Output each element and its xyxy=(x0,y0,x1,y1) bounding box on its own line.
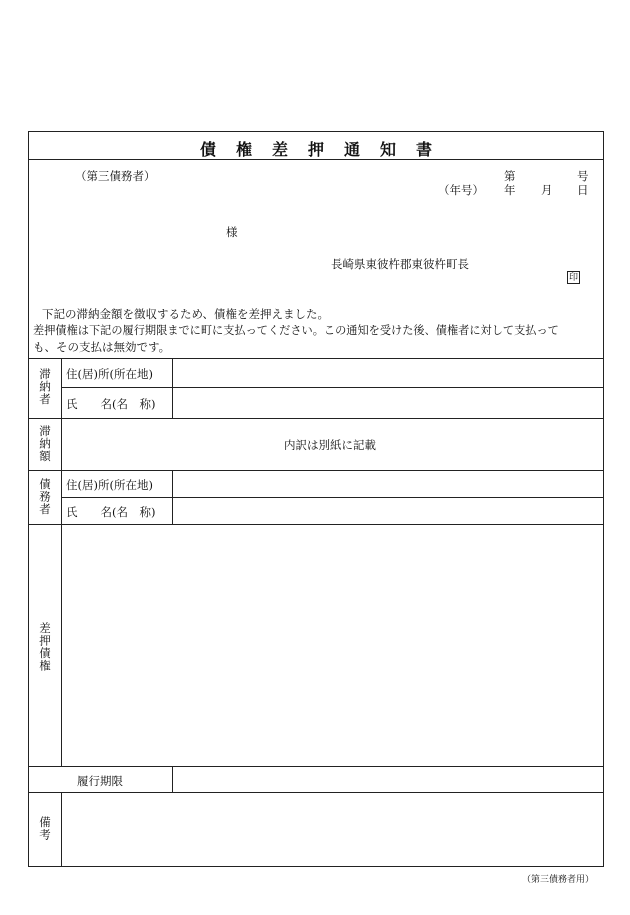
delinquent-subcolumn-rule xyxy=(172,358,173,418)
third-debtor-label: （第三債務者） xyxy=(75,169,156,183)
number-prefix: 第 xyxy=(504,169,516,183)
day-label: 日 xyxy=(577,183,589,197)
year-label: 年 xyxy=(504,183,516,197)
debtor-address-label: 住(居)所(所在地) xyxy=(66,478,153,492)
remarks-column-rule xyxy=(61,792,62,867)
deadline-top-rule xyxy=(28,766,604,767)
delinquent-row-divider xyxy=(61,387,604,388)
debtor-name-label: 氏 名(名 称) xyxy=(66,505,156,519)
delinquent-address-label: 住(居)所(所在地) xyxy=(66,367,153,381)
debtor-top-rule xyxy=(28,470,604,471)
issuer-name: 長崎県東彼杵郡東彼杵町長 xyxy=(331,257,469,271)
debtor-row-divider xyxy=(61,497,604,498)
era-label: （年号） xyxy=(438,183,484,197)
amount-label: 滞納額 xyxy=(38,425,52,463)
form-frame xyxy=(28,131,604,867)
debtor-label: 債務者 xyxy=(38,478,52,516)
recipient-honorific: 様 xyxy=(226,225,238,239)
remarks-label: 備考 xyxy=(38,816,52,841)
debtor-subcolumn-rule xyxy=(172,470,173,524)
seized-claim-label: 差押債権 xyxy=(38,622,52,672)
deadline-label: 履行期限 xyxy=(77,774,123,788)
seal-stamp: 印 xyxy=(568,273,578,283)
notice-line-3: も、その支払は無効です。 xyxy=(33,340,171,354)
month-label: 月 xyxy=(541,183,553,197)
delinquent-label: 滞納者 xyxy=(38,368,52,406)
amount-top-rule xyxy=(28,418,604,419)
notice-line-1: 下記の滞納金額を徴収するため、債権を差押えました。 xyxy=(42,307,330,321)
deadline-subcolumn-rule xyxy=(172,766,173,792)
notice-line-2: 差押債権は下記の履行期限までに町に支払ってください。この通知を受けた後、債権者に対して支払って xyxy=(33,324,559,337)
amount-value: 内訳は別紙に記載 xyxy=(284,438,376,452)
remarks-top-rule xyxy=(28,792,604,793)
seized-top-rule xyxy=(28,524,604,525)
page-title: 債 権 差 押 通 知 書 xyxy=(199,140,433,159)
number-suffix: 号 xyxy=(577,169,589,183)
table-top-rule xyxy=(28,358,604,359)
footer-note: （第三債務者用） xyxy=(522,875,595,885)
delinquent-name-label: 氏 名(名 称) xyxy=(66,397,156,411)
label-column-rule xyxy=(61,358,62,766)
